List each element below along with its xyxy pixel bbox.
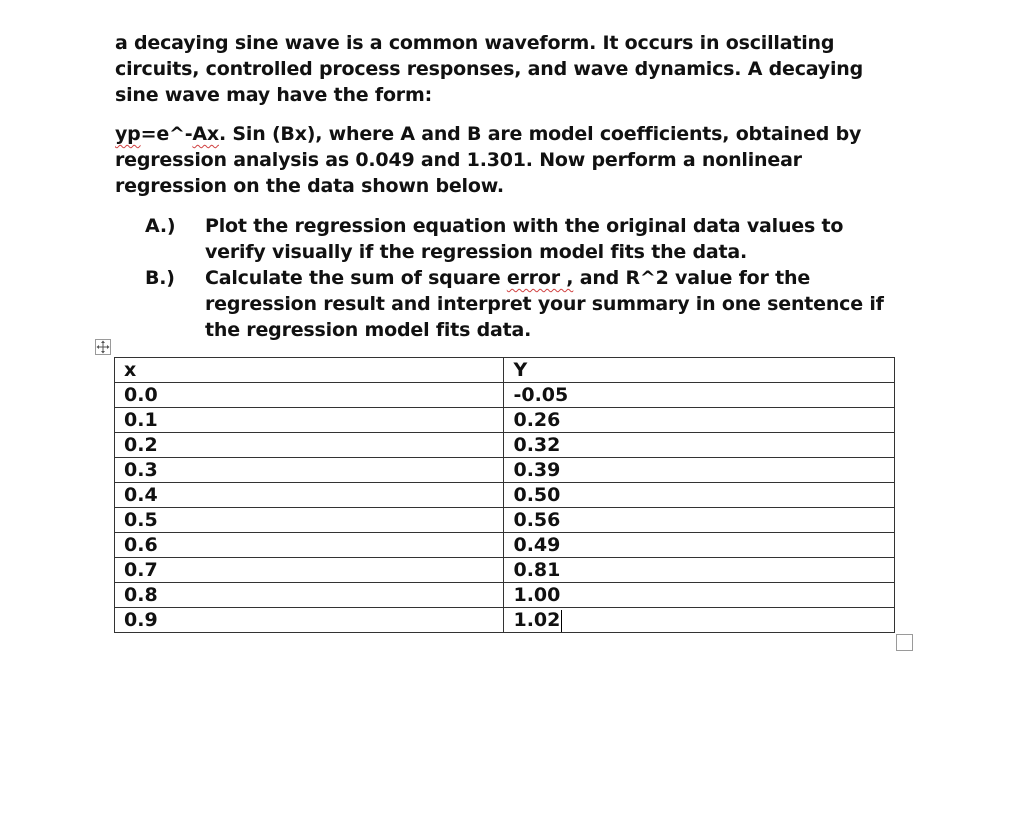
cell-x[interactable]: 0.1 xyxy=(115,408,504,433)
resize-square-icon[interactable] xyxy=(896,634,913,651)
table-row xyxy=(115,383,895,408)
table-row xyxy=(115,483,895,508)
cell-y[interactable]: 0.56 xyxy=(504,508,895,533)
cell-y[interactable]: 0.49 xyxy=(504,533,895,558)
cell-y[interactable]: 0.32 xyxy=(504,433,895,458)
intro-paragraph xyxy=(115,30,905,108)
cell-x[interactable]: 0.0 xyxy=(115,383,504,408)
equation-description: . Sin (Bx), where A and B are model coefficients, obtained by regression analysis as 0.049 and 1.301. Now perform a nonlinear regression on the data shown below. xyxy=(115,123,862,197)
equation-exponent: =e^- xyxy=(140,123,193,145)
cell-y-last[interactable] xyxy=(504,608,895,633)
header-y[interactable]: Y xyxy=(504,358,895,383)
cell-x[interactable]: 0.3 xyxy=(115,458,504,483)
task-marker-a: A.) xyxy=(145,215,176,237)
task-list xyxy=(145,213,905,343)
intro-text: a decaying sine wave is a common waveform. It occurs in oscillating circuits, controlled process responses, and wave dynamics. A decaying sine wave may have the form: xyxy=(115,32,864,106)
equation-variable: yp xyxy=(115,123,141,145)
table-row xyxy=(115,433,895,458)
cell-y[interactable]: -0.05 xyxy=(504,383,895,408)
task-text-a: Plot the regression equation with the original data values to verify visually if the regression model fits the data. xyxy=(205,215,844,263)
cell-x[interactable]: 0.4 xyxy=(115,483,504,508)
task-text-b-end: and R^2 value for the regression result and interpret your summary in one sentence if the regression model fits data. xyxy=(205,267,884,341)
table-row xyxy=(115,558,895,583)
task-text-b xyxy=(205,265,905,343)
table-row xyxy=(115,508,895,533)
table-row xyxy=(115,583,895,608)
cell-x[interactable]: 0.2 xyxy=(115,433,504,458)
cell-y[interactable]: 1.00 xyxy=(504,583,895,608)
cell-y[interactable]: 0.50 xyxy=(504,483,895,508)
table-row xyxy=(115,458,895,483)
table-row xyxy=(115,608,895,633)
task-marker-b: B.) xyxy=(145,267,175,289)
task-item-b xyxy=(145,265,905,343)
cell-x[interactable]: 0.8 xyxy=(115,583,504,608)
table-row xyxy=(115,533,895,558)
cell-x[interactable]: 0.9 xyxy=(115,608,504,633)
task-item-a xyxy=(145,213,905,265)
table-header-row xyxy=(115,358,895,383)
cell-y[interactable]: 0.81 xyxy=(504,558,895,583)
cell-y[interactable]: 0.26 xyxy=(504,408,895,433)
header-x[interactable]: x xyxy=(115,358,504,383)
task-text-b-start: Calculate the sum of square xyxy=(205,267,507,289)
data-table[interactable] xyxy=(114,357,895,633)
cell-y[interactable]: 0.39 xyxy=(504,458,895,483)
move-arrows-icon[interactable] xyxy=(95,339,111,355)
cell-x[interactable]: 0.5 xyxy=(115,508,504,533)
table-row xyxy=(115,408,895,433)
cell-x[interactable]: 0.7 xyxy=(115,558,504,583)
equation-ax: Ax xyxy=(192,123,219,145)
equation-paragraph xyxy=(115,121,905,199)
task-text-b-flagged: error , xyxy=(506,267,574,289)
cell-y-last-value: 1.02 xyxy=(513,609,561,631)
text-caret xyxy=(561,610,562,632)
cell-x[interactable]: 0.6 xyxy=(115,533,504,558)
